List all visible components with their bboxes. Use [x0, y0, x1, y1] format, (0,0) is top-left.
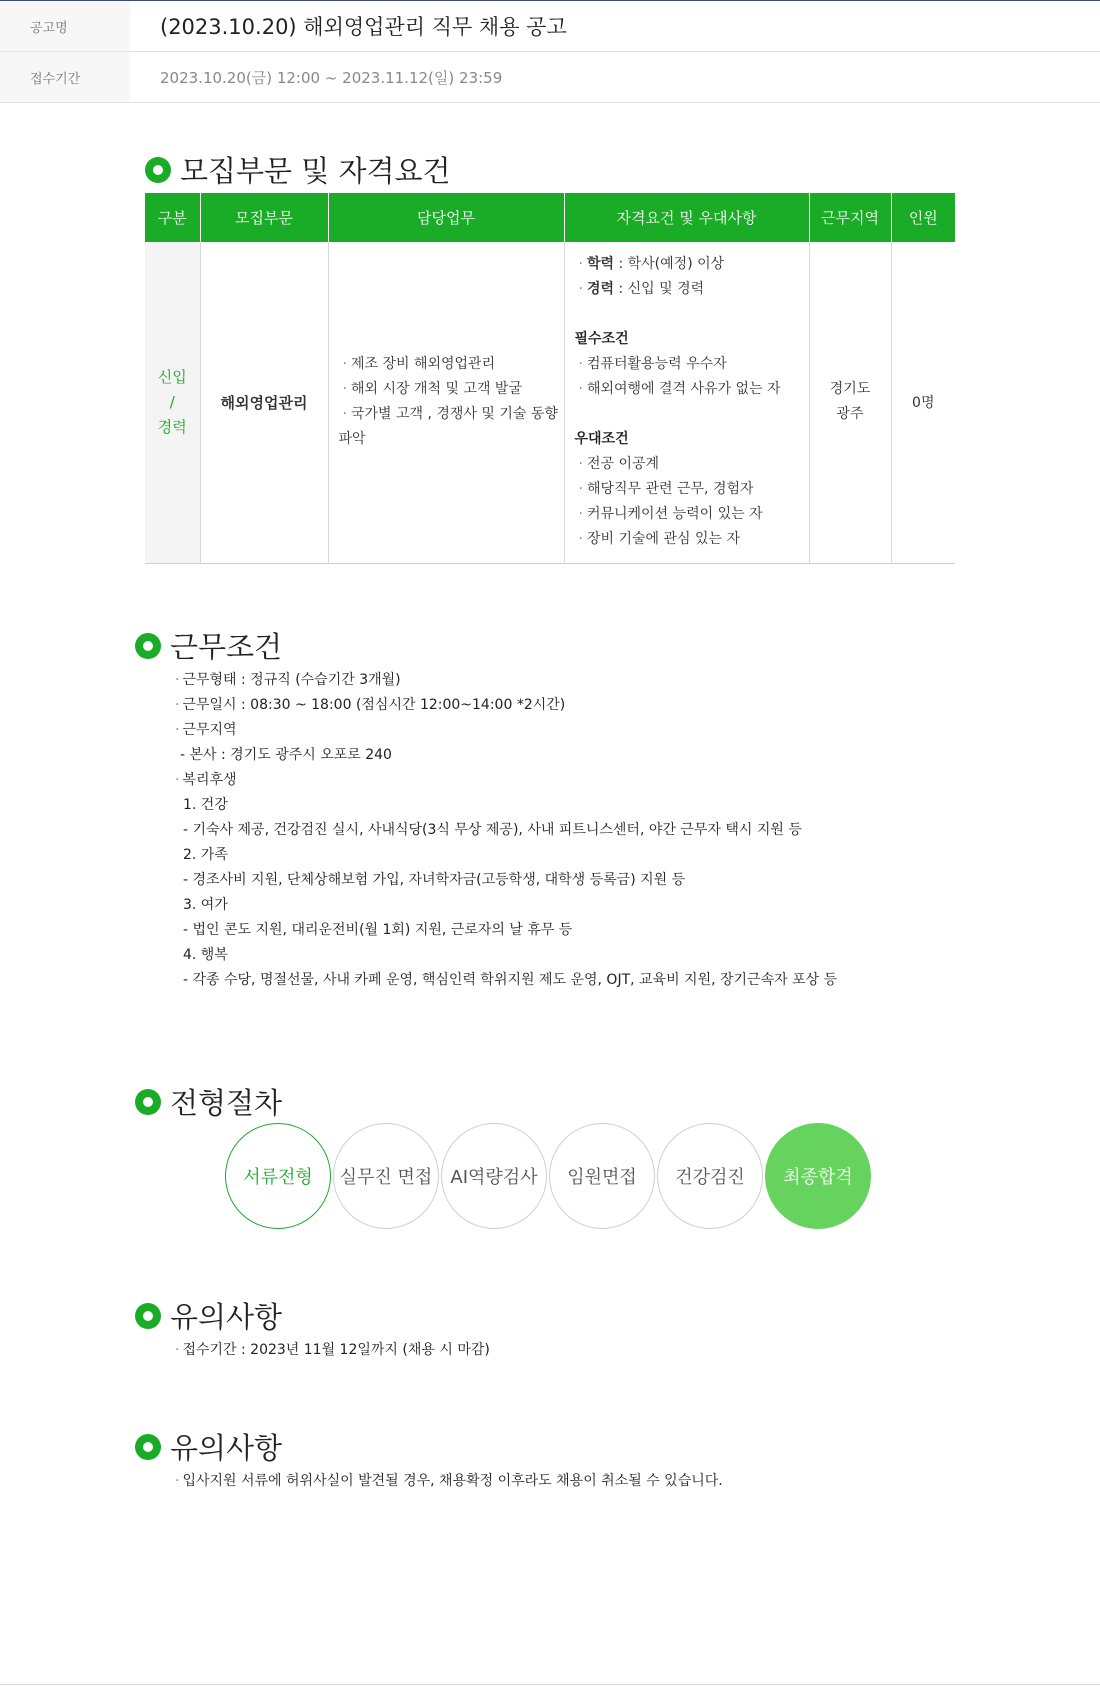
recruit-section-heading [145, 149, 451, 190]
list-item: · 복리후생 [175, 772, 237, 788]
cell-type [145, 242, 200, 563]
conditions-section-title: 근무조건 [170, 630, 283, 664]
posting-title-label: 공고명 [0, 1, 130, 51]
preferred-item: · 전공 이공계 [578, 456, 660, 473]
location-line: 광주 [836, 406, 864, 423]
process-step: 건강검진 [657, 1123, 763, 1229]
recruit-section-title: 모집부문 및 자격요건 [180, 154, 451, 188]
required-item: · 해외여행에 결격 사유가 없는 자 [578, 381, 781, 398]
notice-section-heading-2 [135, 1426, 282, 1467]
duty-item-continued: 파악 [338, 431, 366, 448]
type-line: / [169, 392, 175, 411]
process-step: 임원면접 [549, 1123, 655, 1229]
notice-section-title-2: 유의사항 [170, 1431, 283, 1465]
list-item: - 기숙사 제공, 건강검진 실시, 사내식당(3식 무상 제공), 사내 피트니스센터, 야간 근무자 택시 지원 등 [183, 822, 802, 838]
duty-item: · 제조 장비 해외영업관리 [342, 356, 496, 373]
list-item: 3. 여가 [183, 897, 228, 913]
location-line: 경기도 [829, 381, 871, 398]
cell-headcount: 0명 [891, 242, 955, 563]
application-period-label: 접수기간 [0, 52, 130, 102]
recruit-table [145, 193, 955, 564]
process-step: AI역량검사 [441, 1123, 547, 1229]
application-period: 2023.10.20(금) 12:00 ~ 2023.11.12(일) 23:59 [160, 68, 503, 87]
type-line: 신입 [157, 367, 187, 386]
list-item: - 법인 콘도 지원, 대리운전비(월 1회) 지원, 근로자의 날 휴무 등 [183, 922, 573, 938]
process-step: 실무진 면접 [333, 1123, 439, 1229]
notice-list-2 [175, 1469, 723, 1494]
list-item: · 근무지역 [175, 722, 237, 738]
process-section-title: 전형절차 [170, 1086, 283, 1120]
qual-item: · 학력 : 학사(예정) 이상 [578, 256, 725, 273]
conditions-list [175, 668, 837, 993]
list-item: 4. 행복 [183, 947, 228, 963]
notice-list [175, 1338, 490, 1363]
list-item: - 경조사비 지원, 단체상해보험 가입, 자녀학자금(고등학생, 대학생 등록금) 지원 등 [183, 872, 686, 888]
cell-qualifications [564, 242, 809, 563]
preferred-title: 우대조건 [574, 431, 629, 448]
section-bullet-icon [145, 157, 171, 183]
table-row [145, 242, 955, 563]
qual-item: · 경력 : 신입 및 경력 [578, 281, 705, 298]
list-item: 2. 가족 [183, 847, 228, 863]
process-step: 최종합격 [765, 1123, 871, 1229]
duty-item: · 해외 시장 개척 및 고객 발굴 [342, 381, 522, 398]
bottom-rule [0, 1684, 1100, 1685]
section-bullet-icon [135, 1089, 161, 1115]
application-period-row [0, 52, 1100, 103]
posting-info-table [0, 1, 1100, 103]
posting-title-row [0, 1, 1100, 52]
duty-item: · 국가별 고객 , 경쟁사 및 기술 동향 [342, 406, 558, 423]
notice-section-title: 유의사항 [170, 1300, 283, 1334]
list-item: · 접수기간 : 2023년 11월 12일까지 (채용 시 마감) [175, 1342, 490, 1358]
required-item: · 컴퓨터활용능력 우수자 [578, 356, 727, 373]
col-header-location: 근무지역 [809, 193, 891, 242]
posting-title: (2023.10.20) 해외영업관리 직무 채용 공고 [160, 15, 567, 39]
process-section-heading [135, 1081, 282, 1122]
list-item: · 근무형태 : 정규직 (수습기간 3개월) [175, 672, 401, 688]
type-line: 경력 [157, 417, 187, 436]
cell-location [809, 242, 891, 563]
list-item: · 근무일시 : 08:30 ~ 18:00 (점심시간 12:00~14:00 *2시간) [175, 697, 566, 713]
preferred-item: · 장비 기술에 관심 있는 자 [578, 531, 740, 548]
list-item: - 본사 : 경기도 광주시 오포로 240 [180, 747, 392, 763]
col-header-headcount: 인원 [891, 193, 955, 242]
preferred-item: · 커뮤니케이션 능력이 있는 자 [578, 506, 763, 523]
conditions-section-heading [135, 625, 282, 666]
list-item: · 입사지원 서류에 허위사실이 발견될 경우, 채용확정 이후라도 채용이 취소될 수 있습니다. [175, 1473, 723, 1489]
recruit-table-header [145, 193, 955, 242]
section-bullet-icon [135, 1434, 161, 1460]
section-bullet-icon [135, 1303, 161, 1329]
col-header-department: 모집부문 [200, 193, 328, 242]
list-item: - 각종 수당, 명절선물, 사내 카페 운영, 핵심인력 학위지원 제도 운영, OJT, 교육비 지원, 장기근속자 포상 등 [183, 972, 838, 988]
list-item: 1. 건강 [183, 797, 228, 813]
cell-duties [328, 242, 564, 563]
section-bullet-icon [135, 633, 161, 659]
cell-department: 해외영업관리 [200, 242, 328, 563]
col-header-qualifications: 자격요건 및 우대사항 [564, 193, 809, 242]
preferred-item: · 해당직무 관련 근무, 경험자 [578, 481, 754, 498]
col-header-duties: 담당업무 [328, 193, 564, 242]
notice-section-heading [135, 1295, 282, 1336]
process-steps [225, 1123, 873, 1229]
process-step: 서류전형 [225, 1123, 331, 1229]
required-title: 필수조건 [574, 331, 629, 348]
col-header-type: 구분 [145, 193, 200, 242]
